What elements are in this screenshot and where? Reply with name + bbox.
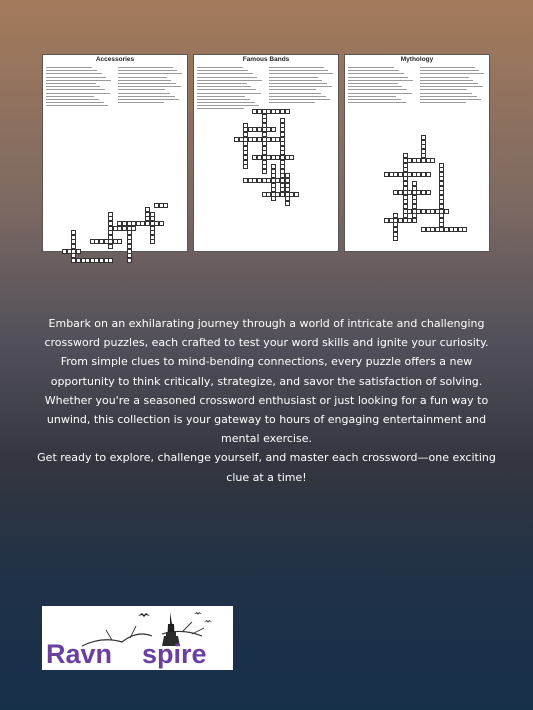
clues-down (118, 67, 184, 105)
logo-text-spire: spire (142, 639, 207, 669)
grid-cell (262, 169, 267, 174)
grid-cell (407, 209, 412, 214)
grid-cell (285, 187, 290, 192)
grid-cell (67, 249, 72, 254)
clues-across (197, 67, 263, 112)
grid-cell (243, 132, 248, 137)
grid-cell (398, 190, 403, 195)
clues-across (46, 67, 112, 108)
grid-cell (127, 258, 132, 263)
grid-cell (257, 127, 262, 132)
ravnspire-logo (42, 606, 233, 670)
grid-cell (271, 127, 276, 132)
description-paragraph: Embark on an exhilarating journey through a world of intricate and challenging crossword puzzles, each crafted to test your word skills and ignite your curiosity. From simple clues to mind-bending connections, every puzzle offers a new opportunity to think critically, strategize, and savor the satisfaction of solving. Whether you're a seasoned crossword enthusiast or just looking for a fun way to unwind, this collection is your gateway to hours of engaging entertainment and mental exercise. (44, 317, 489, 446)
grid-cell (150, 216, 155, 221)
grid-cell (71, 253, 76, 258)
grid-cell (398, 172, 403, 177)
grid-cell (403, 153, 408, 158)
grid-cell (393, 213, 398, 218)
grid-cell (444, 209, 449, 214)
grid-cell (257, 137, 262, 142)
clue-list (197, 67, 335, 115)
logo-text-ravn: Ravn (46, 639, 113, 669)
grid-cell (275, 178, 280, 183)
grid-cell (426, 172, 431, 177)
grid-cell (393, 236, 398, 241)
grid-cell (275, 192, 280, 197)
grid-cell (159, 221, 164, 226)
grid-cell (108, 258, 113, 263)
grid-cell (150, 239, 155, 244)
puzzle-page-famous-bands (193, 54, 339, 252)
grid-cell (117, 239, 122, 244)
grid-cell (412, 186, 417, 191)
clue-list (46, 67, 184, 115)
clues-down (420, 67, 486, 105)
clues-down (269, 67, 335, 105)
puzzle-page-accessories (42, 54, 188, 252)
page-title: Accessories (95, 56, 135, 63)
description-paragraph: Get ready to explore, challenge yourself, and master each crossword—one exciting clue at a time! (37, 451, 496, 484)
clue-list (348, 67, 486, 115)
grid-cell (271, 196, 276, 201)
grid-cell (435, 227, 440, 232)
grid-cell (108, 244, 113, 249)
description-text (30, 314, 503, 487)
grid-cell (257, 155, 262, 160)
page-title: Mythology (400, 56, 434, 63)
grid-cell (163, 203, 168, 208)
grid-cell (243, 164, 248, 169)
grid-cell (131, 226, 136, 231)
castle-icon (42, 606, 233, 670)
grid-cell (426, 190, 431, 195)
grid-cell (275, 155, 280, 160)
grid-cell (122, 226, 127, 231)
grid-cell (412, 218, 417, 223)
grid-cell (285, 201, 290, 206)
grid-cell (289, 155, 294, 160)
grid-cell (435, 209, 440, 214)
grid-cell (243, 123, 248, 128)
grid-cell (462, 227, 467, 232)
grid-cell (285, 173, 290, 178)
page-title: Famous Bands (242, 56, 290, 63)
grid-cell (294, 192, 299, 197)
grid-cell (266, 178, 271, 183)
grid-cell (108, 235, 113, 240)
clues-across (348, 67, 414, 105)
grid-cell (285, 109, 290, 114)
grid-cell (76, 249, 81, 254)
puzzle-page-mythology (344, 54, 490, 252)
grid-cell (266, 192, 271, 197)
grid-cell (407, 218, 412, 223)
grid-cell (430, 158, 435, 163)
